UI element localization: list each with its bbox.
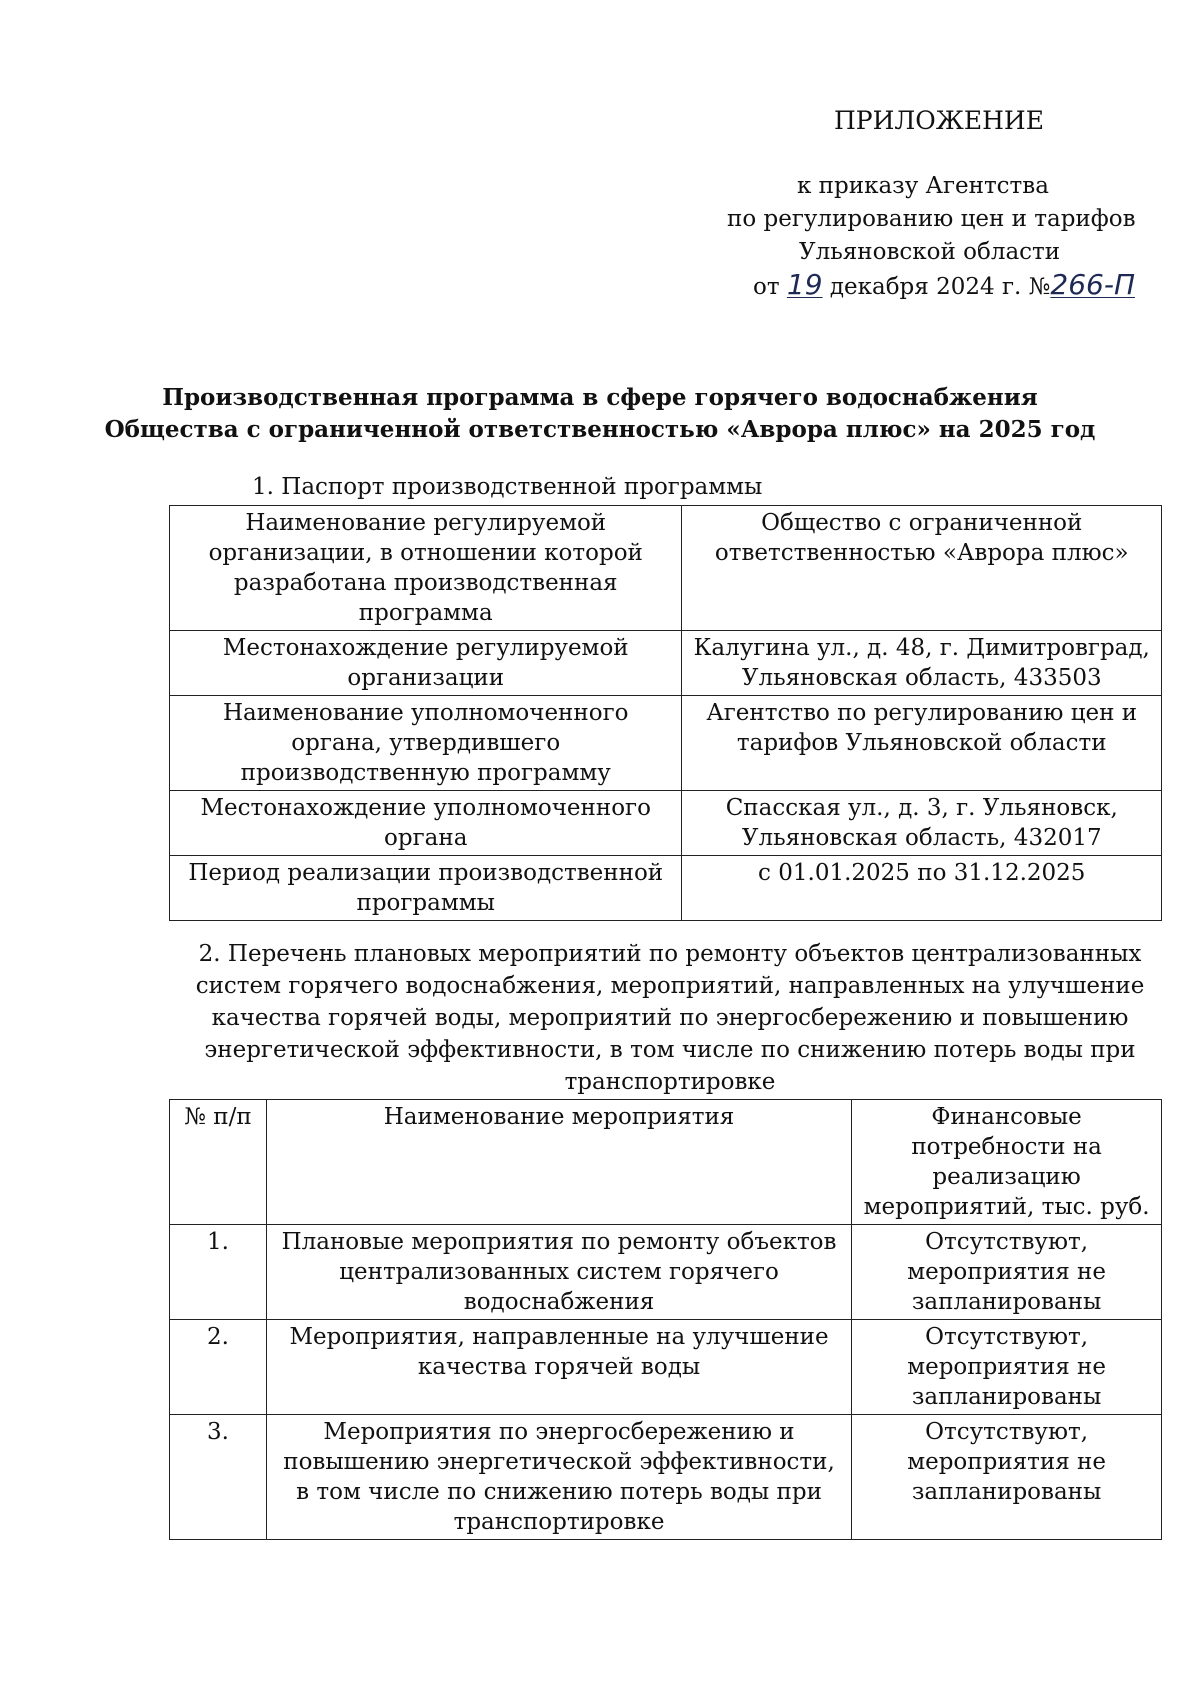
measures-row bbox=[170, 1415, 1162, 1540]
col-header-name: Наименование мероприятия bbox=[266, 1100, 851, 1225]
passport-label: Местонахождение регулируемой организации bbox=[170, 631, 682, 696]
title-line-2: Общества с ограниченной ответственностью «Аврора плюс» на 2025 год bbox=[104, 416, 1096, 443]
passport-row bbox=[170, 791, 1162, 856]
measure-finance: Отсутствуют, мероприятия не запланированы bbox=[852, 1320, 1162, 1415]
col-header-finance: Финансовые потребности на реализацию мероприятий, тыс. руб. bbox=[852, 1100, 1162, 1225]
section2-heading: 2. Перечень плановых мероприятий по ремонту объектов централизованных систем горячего водоснабжения, мероприятий, направленных на улучшение качества горячей воды, мероприятий по энергосбережению и повышению энергетической эффективности, в том числе по снижению потерь воды при транспортировке bbox=[195, 941, 1145, 1095]
passport-label: Наименование регулируемой организации, в отношении которой разработана производственная программа bbox=[170, 506, 682, 631]
passport-label: Местонахождение уполномоченного органа bbox=[170, 791, 682, 856]
date-prefix: от bbox=[753, 274, 780, 300]
passport-row bbox=[170, 631, 1162, 696]
appendix-heading: ПРИЛОЖЕНИЕ bbox=[834, 106, 1044, 135]
col-header-num: № п/п bbox=[170, 1100, 267, 1225]
passport-value: с 01.01.2025 по 31.12.2025 bbox=[682, 856, 1162, 921]
section1-heading: 1. Паспорт производственной программы bbox=[252, 474, 763, 500]
passport-value: Агентство по регулированию цен и тарифов Ульяновской области bbox=[682, 696, 1162, 791]
measures-row bbox=[170, 1225, 1162, 1320]
order-line-3: Ульяновской области bbox=[799, 239, 1061, 265]
measure-finance: Отсутствуют, мероприятия не запланированы bbox=[852, 1415, 1162, 1540]
measure-name: Плановые мероприятия по ремонту объектов централизованных систем горячего водоснабжения bbox=[266, 1225, 851, 1320]
passport-row bbox=[170, 856, 1162, 921]
handwritten-day: 19 bbox=[786, 268, 823, 301]
measure-name: Мероприятия по энергосбережению и повышению энергетической эффективности, в том числе по снижению потерь воды при транспортировке bbox=[266, 1415, 851, 1540]
order-date-line bbox=[753, 268, 1135, 301]
date-rest: декабря 2024 г. № bbox=[829, 274, 1051, 300]
order-line-2: по регулированию цен и тарифов bbox=[727, 206, 1136, 232]
passport-value: Калугина ул., д. 48, г. Димитровград, Ульяновская область, 433503 bbox=[682, 631, 1162, 696]
passport-row bbox=[170, 696, 1162, 791]
order-line-1: к приказу Агентства bbox=[797, 173, 1049, 199]
handwritten-order-number: 266-П bbox=[1050, 268, 1135, 301]
measure-finance: Отсутствуют, мероприятия не запланированы bbox=[852, 1225, 1162, 1320]
passport-table bbox=[169, 505, 1162, 921]
title-line-1: Производственная программа в сфере горячего водоснабжения bbox=[162, 384, 1038, 411]
measures-header-row bbox=[170, 1100, 1162, 1225]
passport-value: Общество с ограниченной ответственностью «Аврора плюс» bbox=[682, 506, 1162, 631]
measures-row bbox=[170, 1320, 1162, 1415]
measure-num: 1. bbox=[170, 1225, 267, 1320]
measure-num: 3. bbox=[170, 1415, 267, 1540]
measure-name: Мероприятия, направленные на улучшение качества горячей воды bbox=[266, 1320, 851, 1415]
passport-value: Спасская ул., д. 3, г. Ульяновск, Ульяновская область, 432017 bbox=[682, 791, 1162, 856]
passport-label: Период реализации производственной программы bbox=[170, 856, 682, 921]
passport-label: Наименование уполномоченного органа, утвердившего производственную программу bbox=[170, 696, 682, 791]
measures-table bbox=[169, 1099, 1162, 1540]
passport-row bbox=[170, 506, 1162, 631]
measure-num: 2. bbox=[170, 1320, 267, 1415]
